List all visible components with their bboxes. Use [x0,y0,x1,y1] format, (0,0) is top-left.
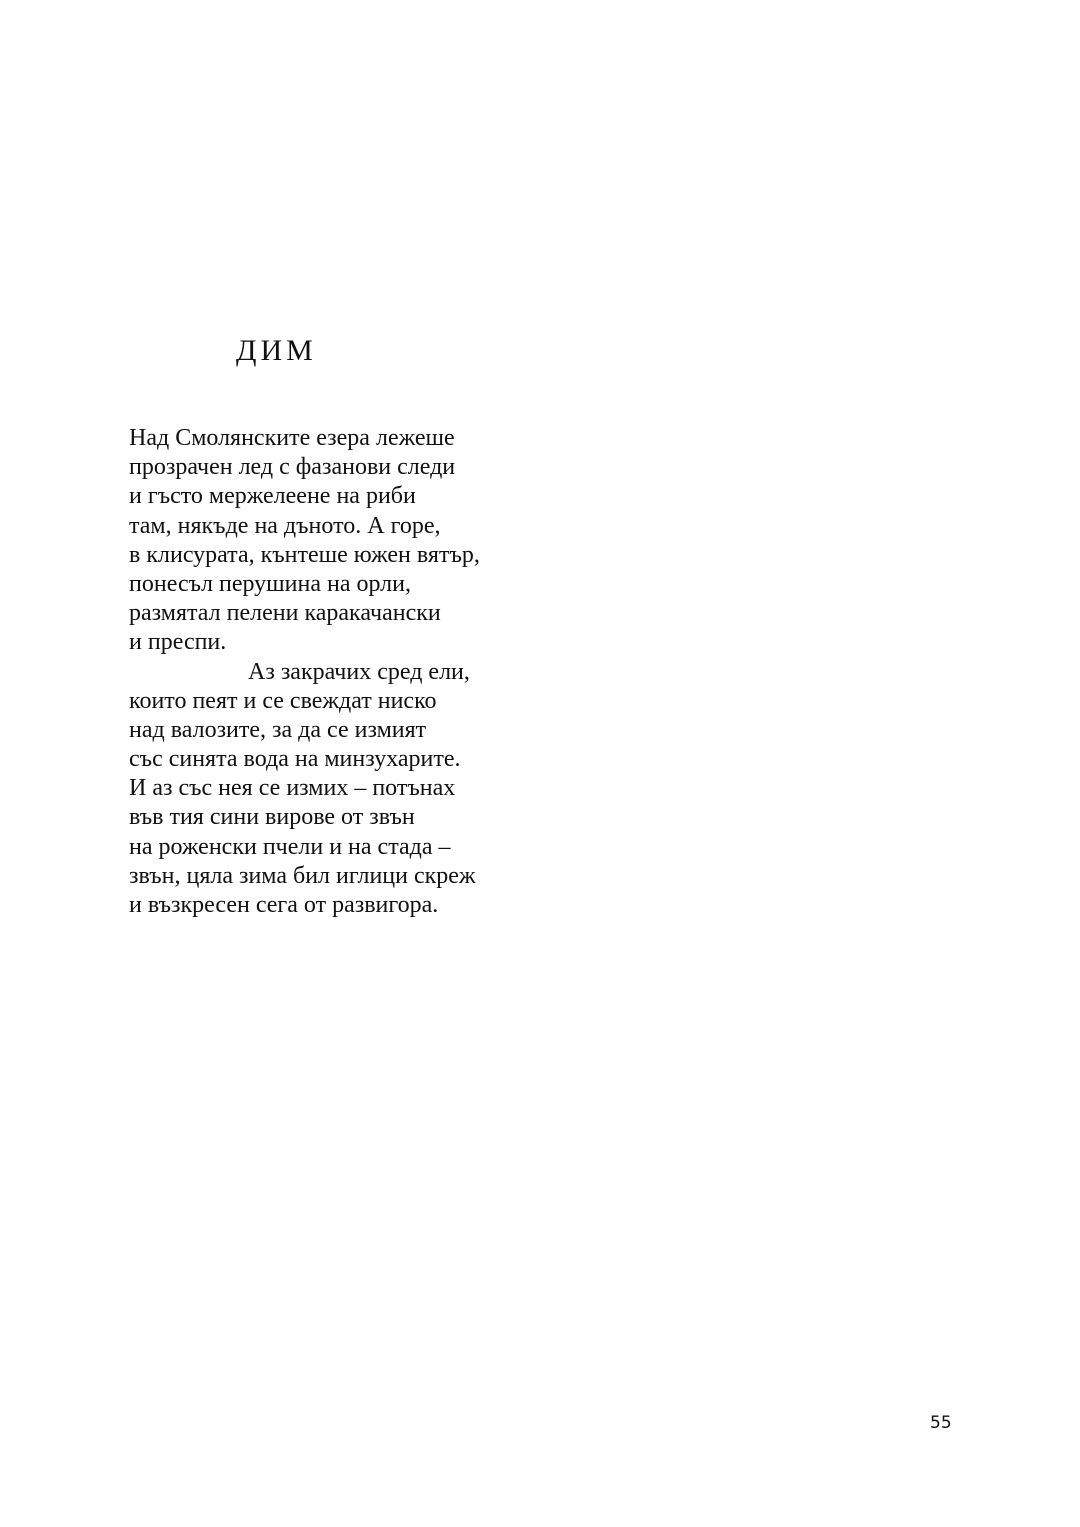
poem-line: и гъсто мержелеене на риби [129,483,416,510]
poem-line: на роженски пчели и на стада – [129,833,451,860]
poem-line: Аз закрачих сред ели, [248,658,470,685]
poem-line: Над Смолянските езера лежеше [129,425,455,451]
poem-line: прозрачен лед с фазанови следи [129,454,456,481]
poem-title: ДИМ [236,334,317,367]
poem-line: размятал пелени каракачански [129,600,441,627]
poem-line: които пеят и се свеждат ниско [129,687,437,714]
poem-line: И аз със нея се измих – потънах [129,775,456,802]
poem-line: звън, цяла зима бил иглици скреж [129,862,476,889]
poem-line: и преспи. [129,629,227,656]
poem-line: и възкресен сега от развигора. [129,892,439,918]
poem-line: там, някъде на дъното. А горе, [129,512,441,539]
poem-line: със синята вода на минзухарите. [129,746,461,773]
poem-line: във тия сини вирове от звън [129,804,415,831]
page-number: 55 [930,1413,952,1433]
poem-body [129,424,480,920]
poem-line: в клисурата, кънтеше южен вятър, [129,541,480,568]
poem-line: понесъл перушина на орли, [129,570,411,597]
poem-line: над валозите, за да се измият [129,716,427,743]
